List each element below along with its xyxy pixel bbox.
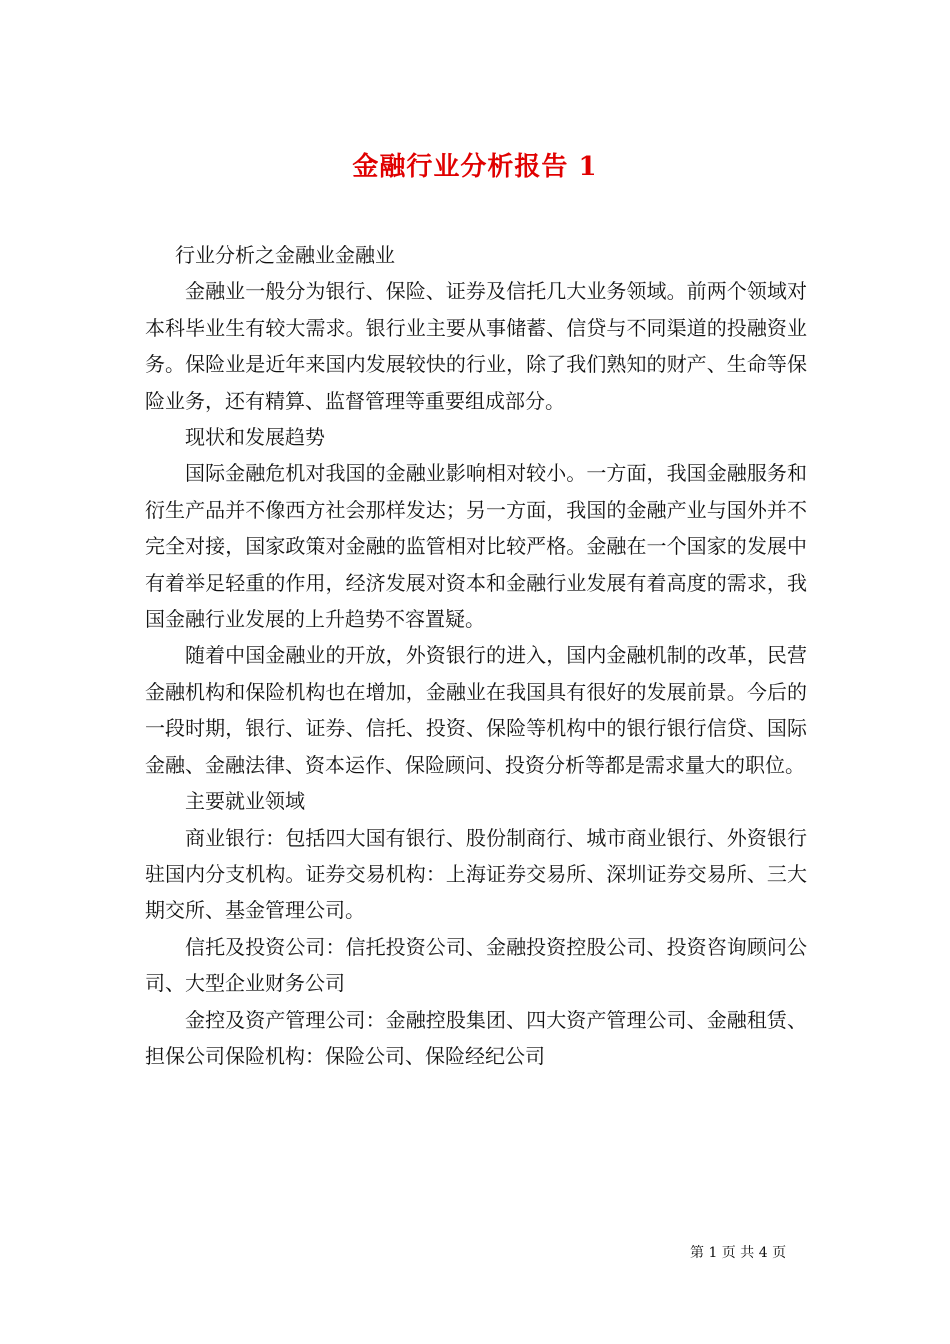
paragraph-holdings: 金控及资产管理公司：金融控股集团、四大资产管理公司、金融租赁、担保公司保险机构：保险公司、保险经纪公司 bbox=[145, 1007, 807, 1068]
page-number: 第 1 页 共 4 页 bbox=[690, 1245, 787, 1261]
section-intro-line: 行业分析之金融业金融业 bbox=[175, 243, 395, 267]
paragraph-outlook: 随着中国金融业的开放，外资银行的进入，国内金融机制的改革，民营金融机构和保险机构也在增加，金融业在我国具有很好的发展前景。今后的一段时期，银行、证券、信托、投资、保险等机构中的银行银行信贷、国际金融、金融法律、资本运作、保险顾问、投资分析等都是需求量大的职位。 bbox=[145, 643, 807, 777]
section-heading-status: 现状和发展趋势 bbox=[185, 425, 325, 450]
paragraph-banks: 商业银行：包括四大国有银行、股份制商行、城市商业银行、外资银行驻国内分支机构。证券交易机构：上海证券交易所、深圳证券交易所、三大期交所、基金管理公司。 bbox=[145, 825, 807, 923]
paragraph-trust: 信托及投资公司：信托投资公司、金融投资控股公司、投资咨询顾问公司、大型企业财务公司 bbox=[145, 934, 807, 996]
document-body bbox=[145, 237, 807, 1074]
paragraph-status: 国际金融危机对我国的金融业影响相对较小。一方面，我国金融服务和衍生产品并不像西方社会那样发达；另一方面，我国的金融产业与国外并不完全对接，国家政策对金融的监管相对比较严格。金融在一个国家的发展中有着举足轻重的作用，经济发展对资本和金融行业发展有着高度的需求，我国金融行业发展的上升趋势不容置疑。 bbox=[145, 461, 807, 632]
paragraph-overview: 金融业一般分为银行、保险、证券及信托几大业务领域。前两个领域对本科毕业生有较大需求。银行业主要从事储蓄、信贷与不同渠道的投融资业务。保险业是近年来国内发展较快的行业，除了我们熟知的财产、生命等保险业务，还有精算、监督管理等重要组成部分。 bbox=[145, 279, 807, 413]
document-title: 金融行业分析报告 1 bbox=[352, 152, 598, 183]
section-heading-employment: 主要就业领域 bbox=[185, 789, 305, 814]
